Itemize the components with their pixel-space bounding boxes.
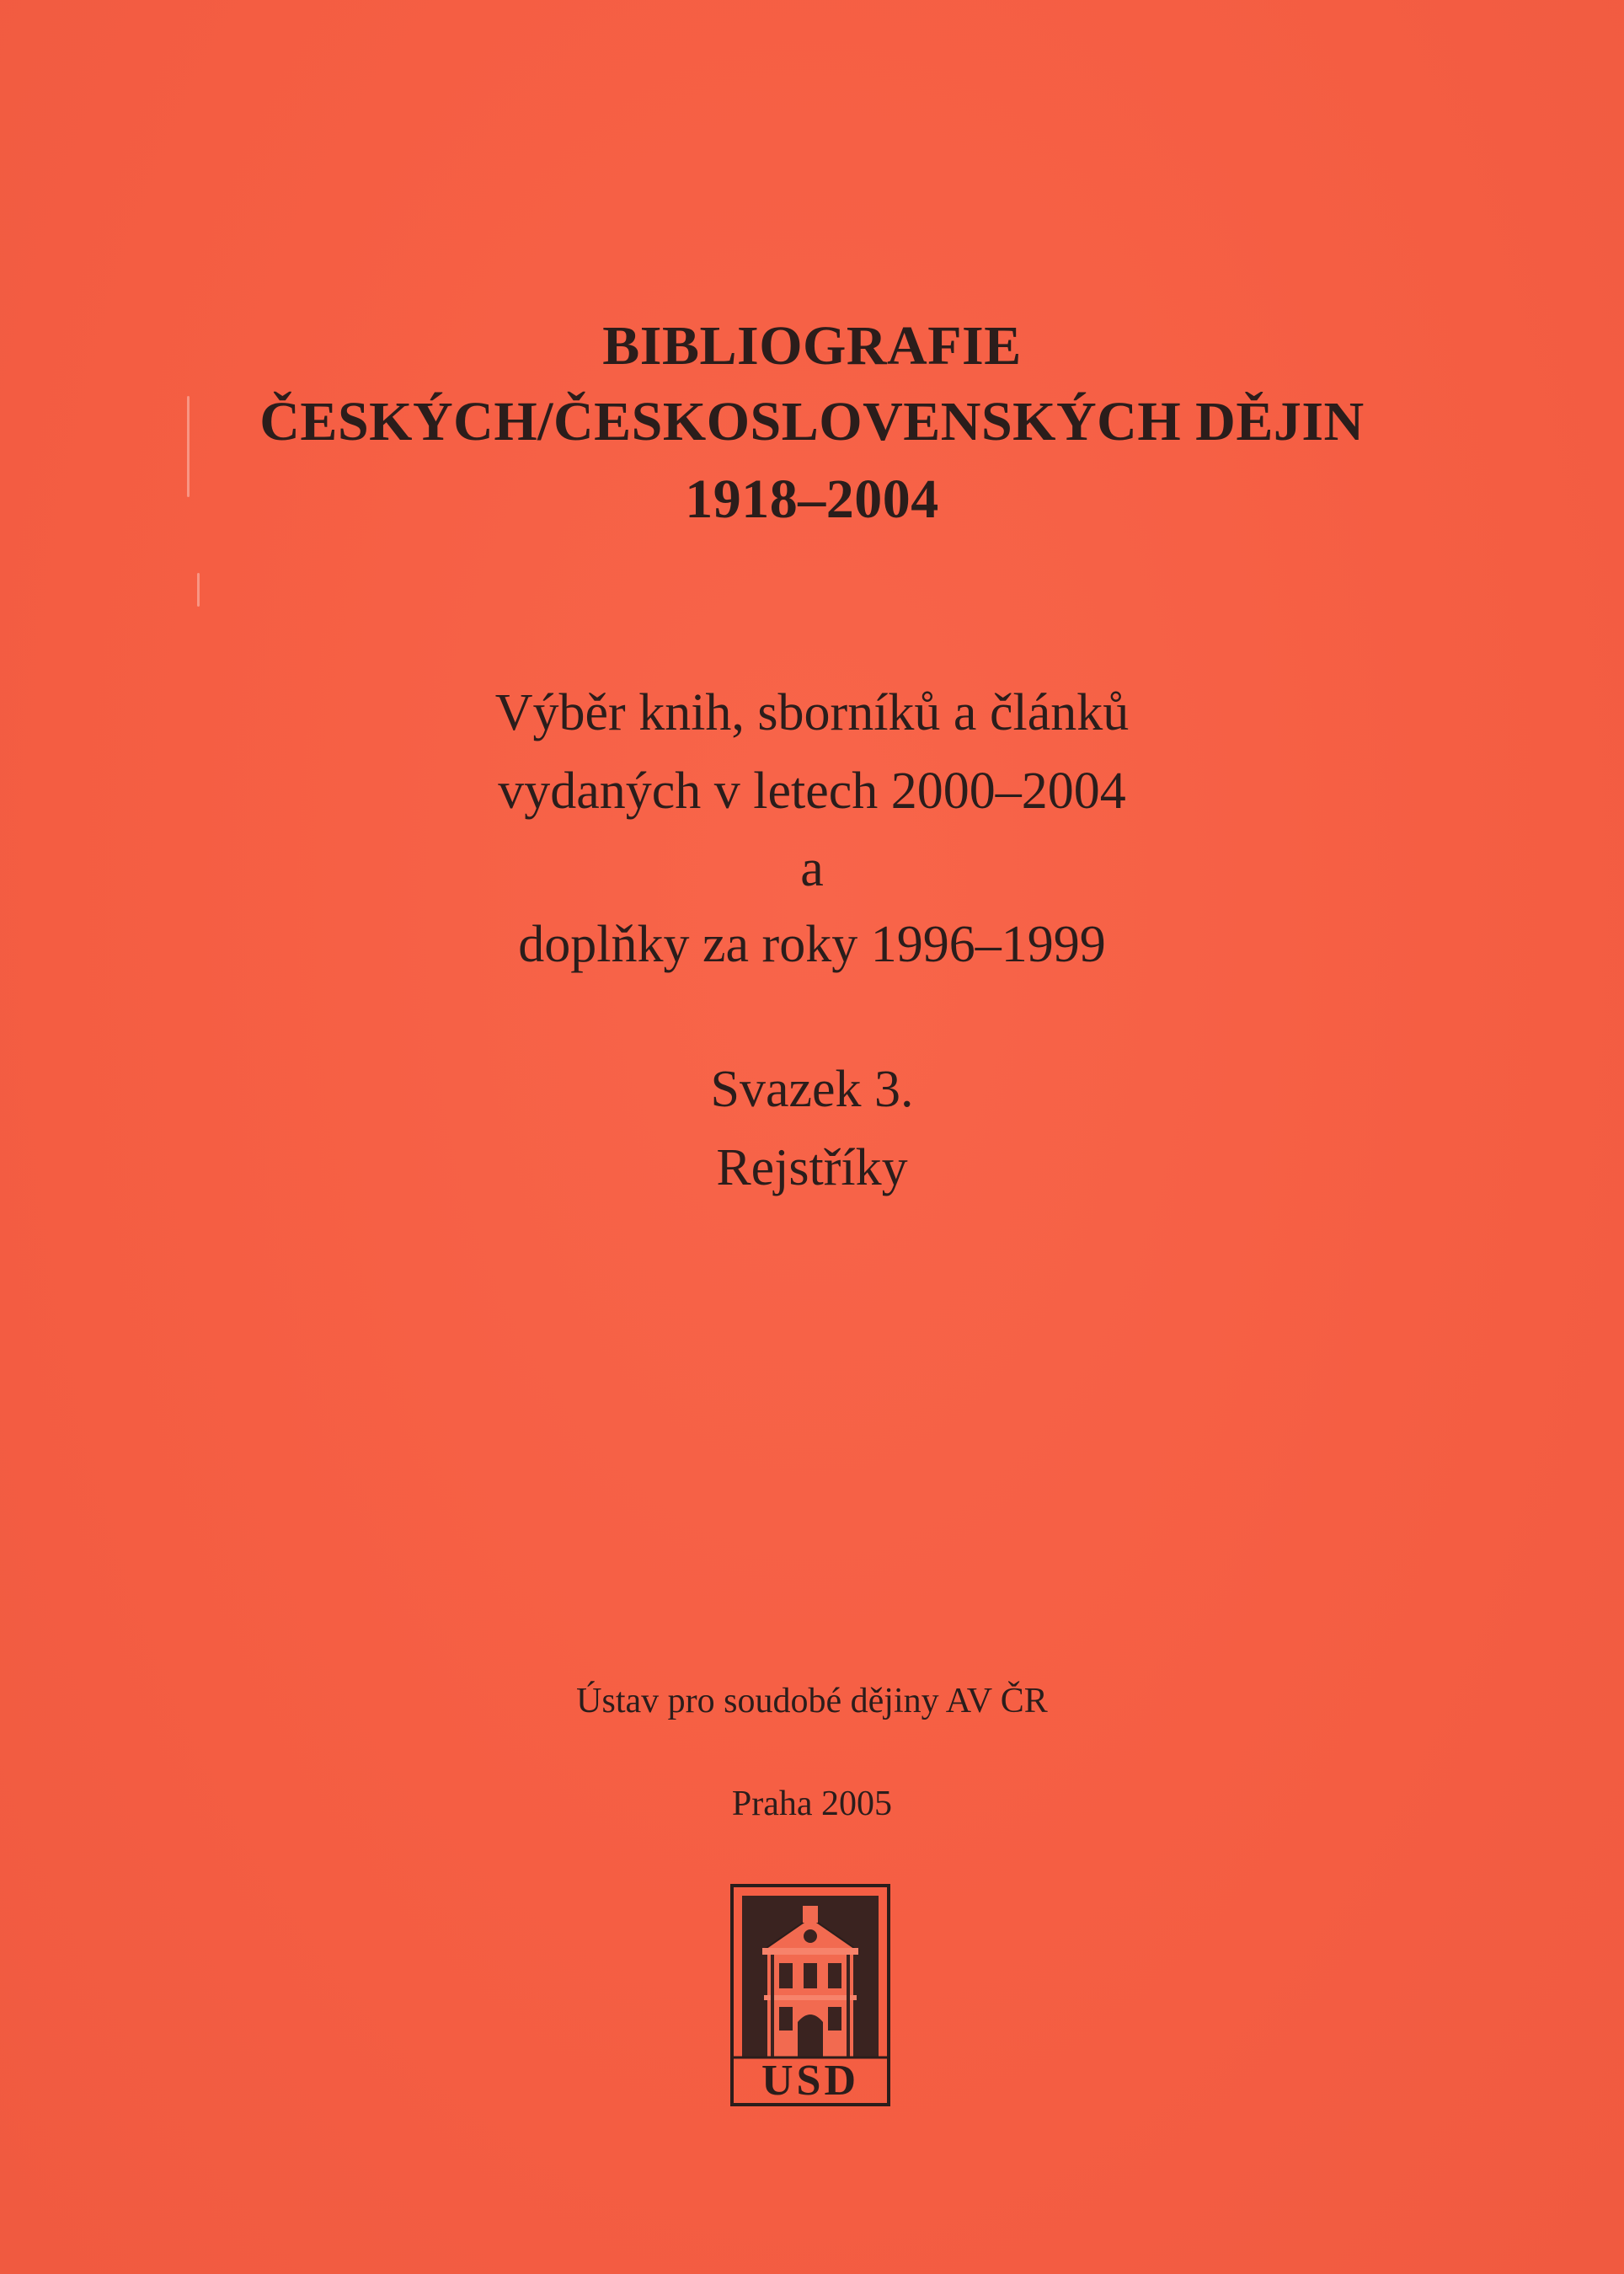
scuff-mark bbox=[197, 573, 200, 607]
title-line-2: ČESKÝCH/ČESKOSLOVENSKÝCH DĚJIN bbox=[259, 391, 1365, 452]
subtitle-line-2: vydaných v letech 2000–2004 bbox=[498, 762, 1126, 820]
subtitle-line-4: doplňky za roky 1996–1999 bbox=[518, 916, 1106, 973]
title-line-1: BIBLIOGRAFIE bbox=[602, 315, 1022, 377]
volume-title: Rejstříky bbox=[716, 1139, 908, 1196]
institute-name: Ústav pro soudobé dějiny AV ČR bbox=[576, 1682, 1048, 1720]
title-line-3: 1918–2004 bbox=[685, 468, 939, 530]
volume-number: Svazek 3. bbox=[710, 1061, 914, 1118]
usd-logo bbox=[730, 1884, 890, 2106]
logo-text: USD bbox=[761, 2057, 860, 2105]
publication-place-year: Praha 2005 bbox=[731, 1784, 893, 1823]
subtitle-line-3: a bbox=[800, 840, 824, 897]
subtitle-line-1: Výběr knih, sborníků a článků bbox=[494, 684, 1130, 741]
